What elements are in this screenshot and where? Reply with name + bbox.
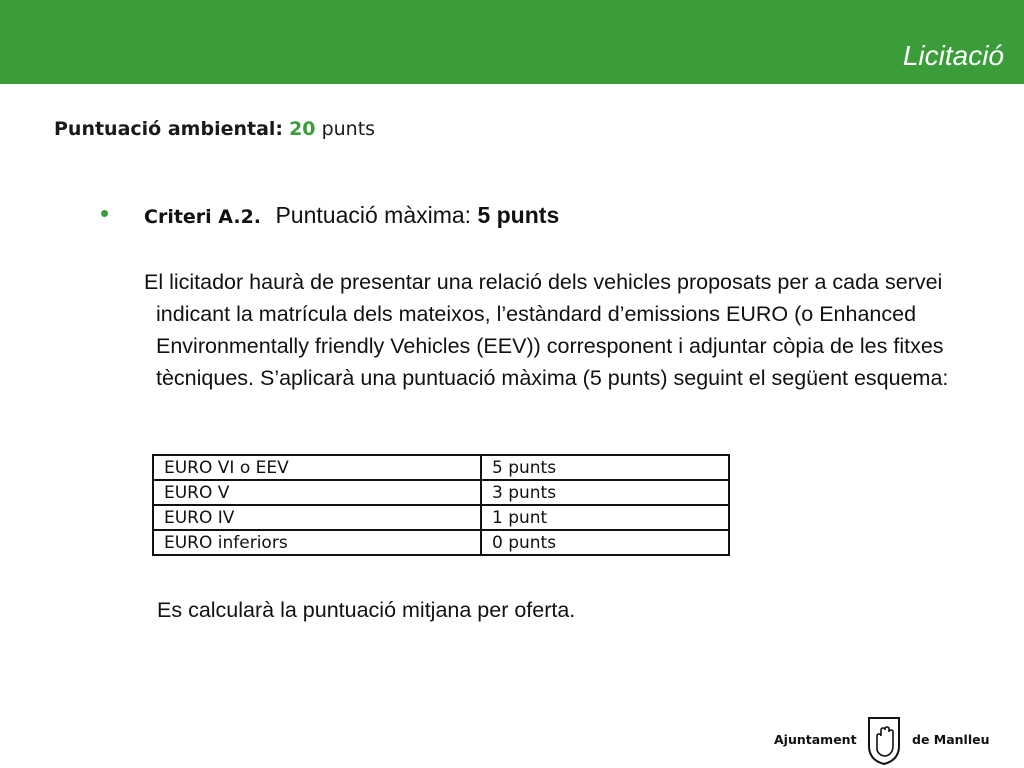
header-bar: [0, 0, 1024, 84]
table-cell-points: 0 punts: [481, 530, 729, 555]
footer-logo: [770, 716, 1000, 766]
table-row: [153, 530, 729, 555]
shield-hand-icon: [866, 716, 902, 766]
table-cell-standard: EURO inferiors: [153, 530, 481, 555]
footer-left-text: Ajuntament: [774, 732, 857, 747]
section-heading: [54, 118, 375, 140]
criterion-heading: [144, 202, 559, 229]
section-points: 20: [289, 118, 316, 140]
criterion-max-value: 5 punts: [477, 202, 560, 228]
table-cell-standard: EURO IV: [153, 505, 481, 530]
section-unit: punts: [321, 118, 376, 140]
table-cell-points: 1 punt: [481, 505, 729, 530]
slide-title: Licitació: [902, 40, 1004, 71]
bullet-icon: •: [100, 198, 110, 228]
table-cell-points: 5 punts: [481, 455, 729, 480]
criterion-max-prefix: Puntuació màxima:: [275, 202, 472, 228]
table-cell-points: 3 punts: [481, 480, 729, 505]
table-cell-standard: EURO V: [153, 480, 481, 505]
section-label: Puntuació ambiental:: [54, 118, 284, 140]
conclusion-text: Es calcularà la puntuació mitjana per oferta.: [157, 598, 576, 622]
criterion-description: El licitador haurà de presentar una relació dels vehicles proposats per a cada servei indicant la matrícula dels mateixos, l’estàndard d’emissions EURO (o Enhanced Environmentally friendly Vehicles (EEV)) corresponent i adjuntar còpia de les fitxes tècniques. S’aplicarà una puntuació màxima (5 punts) seguint el següent esquema:: [144, 270, 949, 390]
criterion-label: Criteri A.2.: [144, 206, 262, 228]
footer-right-text: de Manlleu: [912, 732, 990, 747]
scores-table: [152, 454, 730, 556]
criterion-max: [275, 202, 559, 228]
table-row: [153, 455, 729, 480]
table-row: [153, 480, 729, 505]
table-cell-standard: EURO VI o EEV: [153, 455, 481, 480]
table-row: [153, 505, 729, 530]
